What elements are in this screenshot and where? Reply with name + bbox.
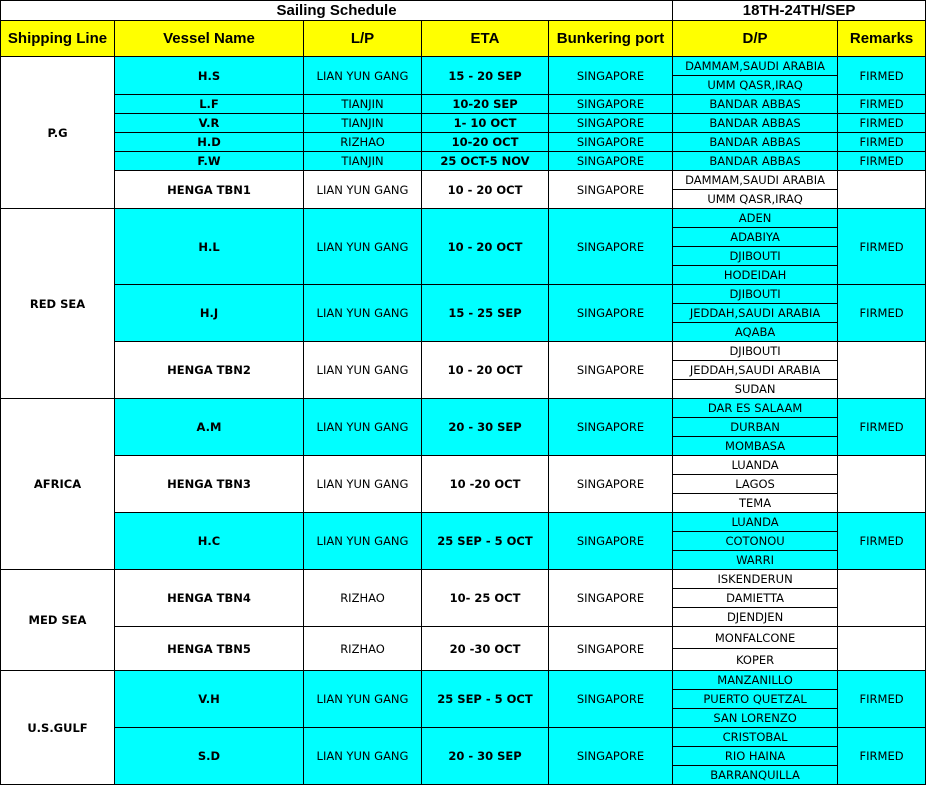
remarks-cell: FIRMED xyxy=(838,671,926,728)
loading-port-cell: LIAN YUN GANG xyxy=(304,399,422,456)
eta-cell: 1- 10 OCT xyxy=(422,114,549,133)
vessel-name-cell: L.F xyxy=(115,95,304,114)
table-row xyxy=(1,513,926,532)
table-row xyxy=(1,627,926,649)
discharge-port-cell: BARRANQUILLA xyxy=(673,766,838,785)
discharge-port-cell: HODEIDAH xyxy=(673,266,838,285)
discharge-port-cell: COTONOU xyxy=(673,532,838,551)
discharge-port-cell: CRISTOBAL xyxy=(673,728,838,747)
discharge-port-cell: ISKENDERUN xyxy=(673,570,838,589)
bunkering-port-cell: SINGAPORE xyxy=(549,209,673,285)
date-range: 18TH-24TH/SEP xyxy=(673,1,926,21)
column-header-eta: ETA xyxy=(422,21,549,57)
vessel-name-cell: HENGA TBN3 xyxy=(115,456,304,513)
discharge-port-cell: ADABIYA xyxy=(673,228,838,247)
loading-port-cell: LIAN YUN GANG xyxy=(304,171,422,209)
discharge-port-cell: UMM QASR,IRAQ xyxy=(673,76,838,95)
eta-cell: 10- 25 OCT xyxy=(422,570,549,627)
discharge-port-cell: JEDDAH,SAUDI ARABIA xyxy=(673,361,838,380)
eta-cell: 25 OCT-5 NOV xyxy=(422,152,549,171)
discharge-port-cell: DAMIETTA xyxy=(673,589,838,608)
bunkering-port-cell: SINGAPORE xyxy=(549,456,673,513)
discharge-port-cell: DAMMAM,SAUDI ARABIA xyxy=(673,57,838,76)
schedule-body xyxy=(1,57,926,785)
shipping-line-cell: MED SEA xyxy=(1,570,115,671)
vessel-name-cell: HENGA TBN2 xyxy=(115,342,304,399)
loading-port-cell: LIAN YUN GANG xyxy=(304,728,422,785)
discharge-port-cell: DURBAN xyxy=(673,418,838,437)
loading-port-cell: LIAN YUN GANG xyxy=(304,57,422,95)
vessel-name-cell: V.R xyxy=(115,114,304,133)
table-row xyxy=(1,152,926,171)
eta-cell: 25 SEP - 5 OCT xyxy=(422,513,549,570)
loading-port-cell: LIAN YUN GANG xyxy=(304,671,422,728)
discharge-port-cell: DJIBOUTI xyxy=(673,285,838,304)
bunkering-port-cell: SINGAPORE xyxy=(549,570,673,627)
shipping-line-cell: RED SEA xyxy=(1,209,115,399)
bunkering-port-cell: SINGAPORE xyxy=(549,114,673,133)
bunkering-port-cell: SINGAPORE xyxy=(549,513,673,570)
remarks-cell: FIRMED xyxy=(838,399,926,456)
discharge-port-cell: ADEN xyxy=(673,209,838,228)
eta-cell: 15 - 20 SEP xyxy=(422,57,549,95)
discharge-port-cell: TEMA xyxy=(673,494,838,513)
discharge-port-cell: SAN LORENZO xyxy=(673,709,838,728)
discharge-port-cell: DJIBOUTI xyxy=(673,342,838,361)
discharge-port-cell: LUANDA xyxy=(673,456,838,475)
bunkering-port-cell: SINGAPORE xyxy=(549,95,673,114)
eta-cell: 10 - 20 OCT xyxy=(422,209,549,285)
eta-cell: 10 - 20 OCT xyxy=(422,171,549,209)
discharge-port-cell: DJIBOUTI xyxy=(673,247,838,266)
loading-port-cell: LIAN YUN GANG xyxy=(304,285,422,342)
column-header-shipping-line: Shipping Line xyxy=(1,21,115,57)
table-row xyxy=(1,570,926,589)
bunkering-port-cell: SINGAPORE xyxy=(549,399,673,456)
discharge-port-cell: MOMBASA xyxy=(673,437,838,456)
table-row xyxy=(1,114,926,133)
loading-port-cell: TIANJIN xyxy=(304,114,422,133)
vessel-name-cell: F.W xyxy=(115,152,304,171)
remarks-cell xyxy=(838,627,926,671)
remarks-cell: FIRMED xyxy=(838,133,926,152)
vessel-name-cell: HENGA TBN4 xyxy=(115,570,304,627)
table-row xyxy=(1,671,926,690)
discharge-port-cell: AQABA xyxy=(673,323,838,342)
shipping-line-cell: AFRICA xyxy=(1,399,115,570)
remarks-cell: FIRMED xyxy=(838,209,926,285)
table-row xyxy=(1,209,926,228)
discharge-port-cell: PUERTO QUETZAL xyxy=(673,690,838,709)
vessel-name-cell: H.S xyxy=(115,57,304,95)
table-row xyxy=(1,342,926,361)
discharge-port-cell: BANDAR ABBAS xyxy=(673,95,838,114)
remarks-cell: FIRMED xyxy=(838,95,926,114)
loading-port-cell: RIZHAO xyxy=(304,627,422,671)
table-row xyxy=(1,728,926,747)
column-header-discharge-port: D/P xyxy=(673,21,838,57)
discharge-port-cell: BANDAR ABBAS xyxy=(673,114,838,133)
eta-cell: 20 -30 OCT xyxy=(422,627,549,671)
vessel-name-cell: H.J xyxy=(115,285,304,342)
column-header-bunkering-port: Bunkering port xyxy=(549,21,673,57)
remarks-cell: FIRMED xyxy=(838,152,926,171)
discharge-port-cell: BANDAR ABBAS xyxy=(673,133,838,152)
remarks-cell: FIRMED xyxy=(838,285,926,342)
schedule-title: Sailing Schedule xyxy=(1,1,673,21)
table-row xyxy=(1,57,926,76)
discharge-port-cell: LUANDA xyxy=(673,513,838,532)
vessel-name-cell: A.M xyxy=(115,399,304,456)
remarks-cell: FIRMED xyxy=(838,513,926,570)
discharge-port-cell: DJENDJEN xyxy=(673,608,838,627)
discharge-port-cell: WARRI xyxy=(673,551,838,570)
discharge-port-cell: JEDDAH,SAUDI ARABIA xyxy=(673,304,838,323)
vessel-name-cell: HENGA TBN1 xyxy=(115,171,304,209)
vessel-name-cell: HENGA TBN5 xyxy=(115,627,304,671)
bunkering-port-cell: SINGAPORE xyxy=(549,728,673,785)
table-row xyxy=(1,133,926,152)
remarks-cell xyxy=(838,570,926,627)
discharge-port-cell: DAR ES SALAAM xyxy=(673,399,838,418)
remarks-cell xyxy=(838,171,926,209)
remarks-cell xyxy=(838,456,926,513)
vessel-name-cell: V.H xyxy=(115,671,304,728)
loading-port-cell: TIANJIN xyxy=(304,95,422,114)
discharge-port-cell: BANDAR ABBAS xyxy=(673,152,838,171)
bunkering-port-cell: SINGAPORE xyxy=(549,342,673,399)
vessel-name-cell: H.C xyxy=(115,513,304,570)
column-header-loading-port: L/P xyxy=(304,21,422,57)
loading-port-cell: LIAN YUN GANG xyxy=(304,209,422,285)
table-row xyxy=(1,285,926,304)
eta-cell: 20 - 30 SEP xyxy=(422,399,549,456)
eta-cell: 10-20 SEP xyxy=(422,95,549,114)
vessel-name-cell: H.D xyxy=(115,133,304,152)
loading-port-cell: LIAN YUN GANG xyxy=(304,342,422,399)
eta-cell: 10-20 OCT xyxy=(422,133,549,152)
eta-cell: 10 - 20 OCT xyxy=(422,342,549,399)
discharge-port-cell: UMM QASR,IRAQ xyxy=(673,190,838,209)
table-row xyxy=(1,399,926,418)
discharge-port-cell: DAMMAM,SAUDI ARABIA xyxy=(673,171,838,190)
loading-port-cell: RIZHAO xyxy=(304,133,422,152)
bunkering-port-cell: SINGAPORE xyxy=(549,133,673,152)
shipping-line-cell: P.G xyxy=(1,57,115,209)
shipping-line-cell: U.S.GULF xyxy=(1,671,115,785)
loading-port-cell: TIANJIN xyxy=(304,152,422,171)
remarks-cell xyxy=(838,342,926,399)
bunkering-port-cell: SINGAPORE xyxy=(549,57,673,95)
vessel-name-cell: H.L xyxy=(115,209,304,285)
table-row xyxy=(1,171,926,190)
discharge-port-cell: LAGOS xyxy=(673,475,838,494)
discharge-port-cell: MANZANILLO xyxy=(673,671,838,690)
eta-cell: 10 -20 OCT xyxy=(422,456,549,513)
discharge-port-cell: SUDAN xyxy=(673,380,838,399)
discharge-port-cell: KOPER xyxy=(673,649,838,671)
discharge-port-cell: RIO HAINA xyxy=(673,747,838,766)
remarks-cell: FIRMED xyxy=(838,114,926,133)
bunkering-port-cell: SINGAPORE xyxy=(549,285,673,342)
loading-port-cell: RIZHAO xyxy=(304,570,422,627)
bunkering-port-cell: SINGAPORE xyxy=(549,627,673,671)
eta-cell: 25 SEP - 5 OCT xyxy=(422,671,549,728)
bunkering-port-cell: SINGAPORE xyxy=(549,171,673,209)
loading-port-cell: LIAN YUN GANG xyxy=(304,513,422,570)
table-row xyxy=(1,456,926,475)
loading-port-cell: LIAN YUN GANG xyxy=(304,456,422,513)
bunkering-port-cell: SINGAPORE xyxy=(549,152,673,171)
column-header-remarks: Remarks xyxy=(838,21,926,57)
vessel-name-cell: S.D xyxy=(115,728,304,785)
remarks-cell: FIRMED xyxy=(838,57,926,95)
remarks-cell: FIRMED xyxy=(838,728,926,785)
table-row xyxy=(1,95,926,114)
discharge-port-cell: MONFALCONE xyxy=(673,627,838,649)
column-header-vessel-name: Vessel Name xyxy=(115,21,304,57)
eta-cell: 15 - 25 SEP xyxy=(422,285,549,342)
bunkering-port-cell: SINGAPORE xyxy=(549,671,673,728)
eta-cell: 20 - 30 SEP xyxy=(422,728,549,785)
